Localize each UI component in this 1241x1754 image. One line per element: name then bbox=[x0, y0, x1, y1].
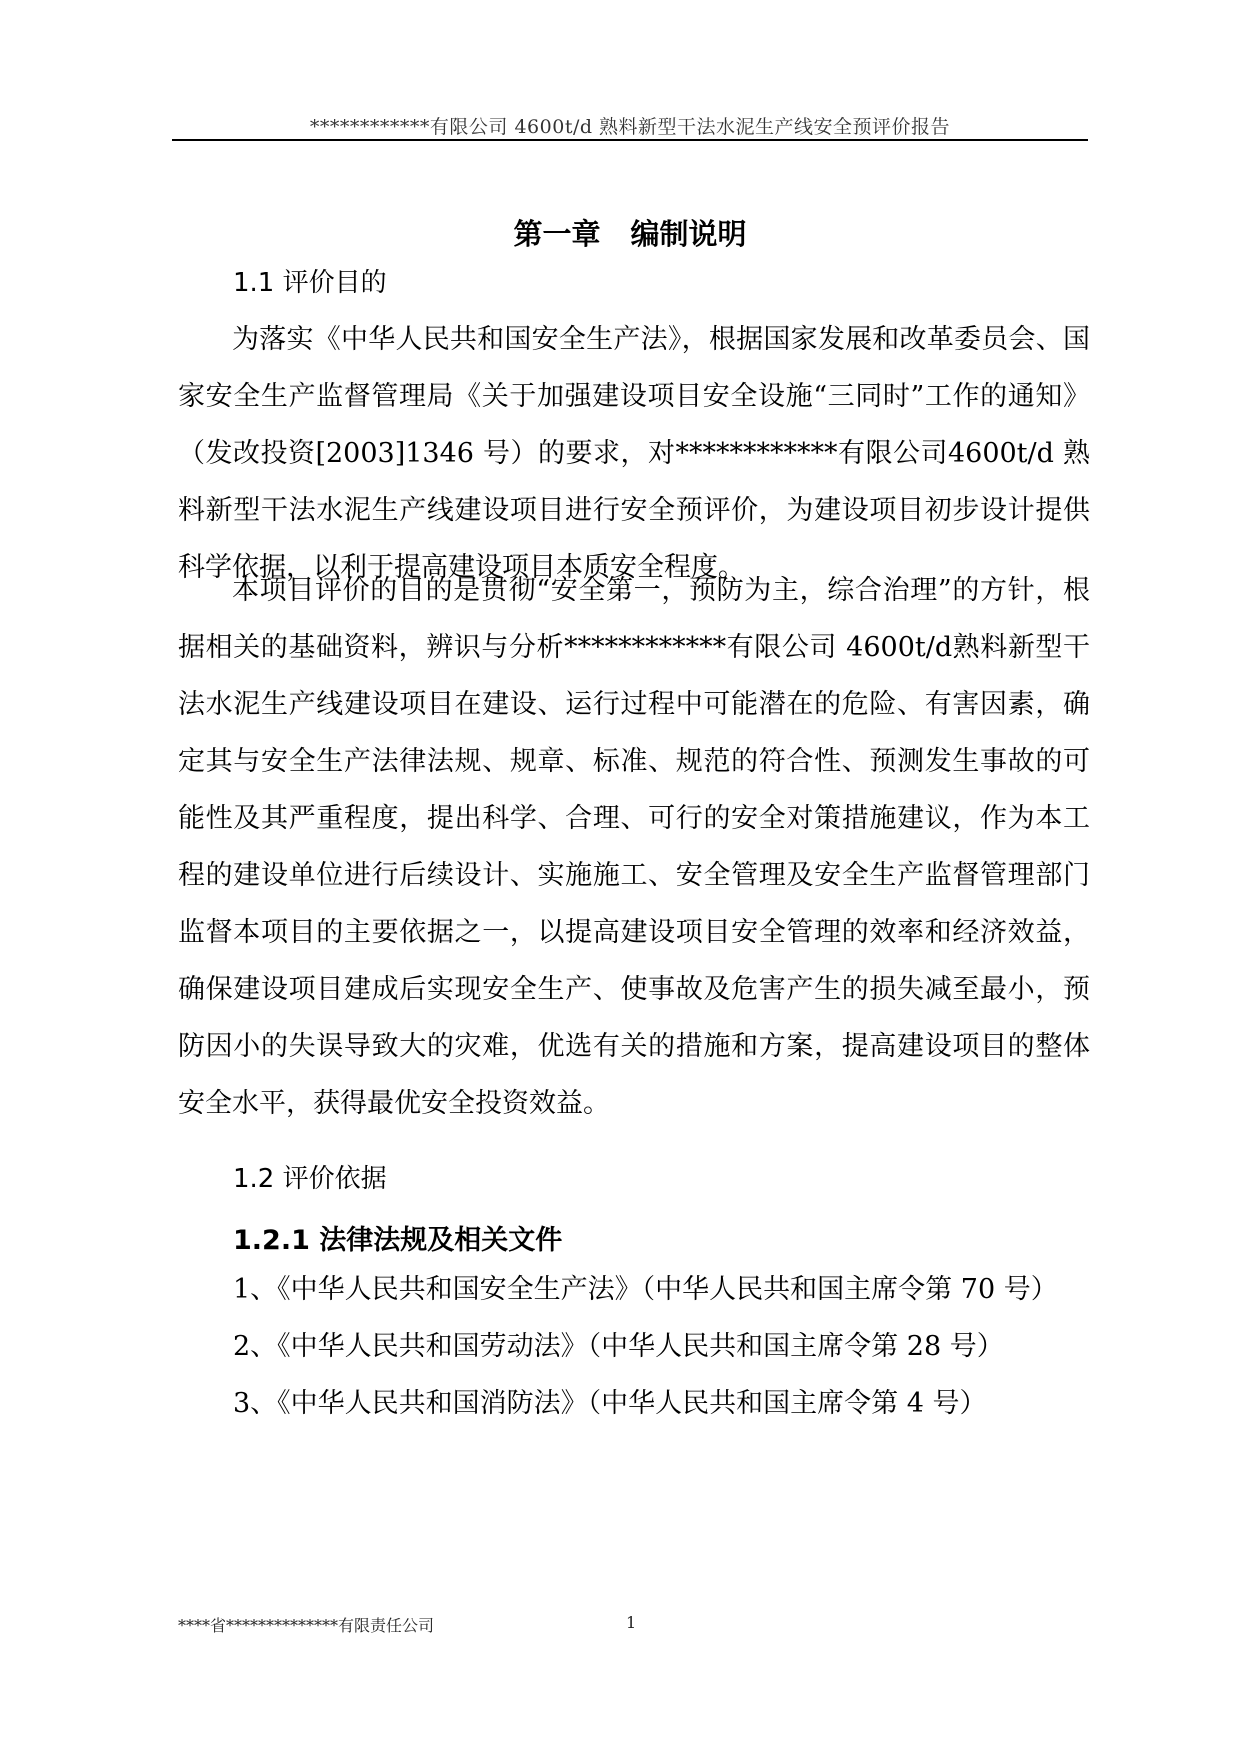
section-heading-1-2: 1.2 评价依据 bbox=[233, 1164, 387, 1194]
paragraph-purpose-2: 本项目评价的目的是贯彻“安全第一，预防为主，综合治理”的方针，根据相关的基础资料，辨识与分析************有限公司 4600t/d熟料新型干法水泥生产线建设项目在建设、运行过程中可能潜在的危险、有害因素，确定其与安全生产法律法规、规章、标准、规范的符合性、预测发生事故的可能性及其严重程度，提出科学、合理、可行的安全对策措施建议，作为本工程的建设单位进行后续设计、实施施工、安全管理及安全生产监督管理部门监督本项目的主要依据之一，以提高建设项目安全管理的效率和经济效益，确保建设项目建成后实现安全生产、使事故及危害产生的损失减至最小，预防因小的失误导致大的灾难，优选有关的措施和方案，提高建设项目的整体安全水平，获得最优安全投资效益。 bbox=[178, 575, 1090, 1119]
list-item: 2、《中华人民共和国劳动法》（中华人民共和国主席令第 28 号） bbox=[233, 1331, 1004, 1362]
list-item: 1、《中华人民共和国安全生产法》（中华人民共和国主席令第 70 号） bbox=[233, 1274, 1058, 1305]
list-item: 3、《中华人民共和国消防法》（中华人民共和国主席令第 4 号） bbox=[233, 1388, 987, 1419]
footer-company: ****省**************有限责任公司 bbox=[178, 1616, 435, 1635]
chapter-title bbox=[172, 212, 1088, 253]
chapter-number: 第一章 bbox=[513, 217, 601, 251]
running-header: ************有限公司 4600t/d 熟料新型干法水泥生产线安全预评价报告 bbox=[309, 116, 951, 138]
paragraph-purpose-1: 为落实《中华人民共和国安全生产法》，根据国家发展和改革委员会、国家安全生产监督管理局《关于加强建设项目安全设施“三同时”工作的通知》（发改投资[2003]1346 号）的要求，对************有限公司4600t/d 熟料新型干法水泥生产线建设项目进行安全预评价，为建设项目初步设计提供科学依据，以利于提高建设项目本质安全程度。 bbox=[178, 324, 1090, 583]
chapter-name: 编制说明 bbox=[630, 217, 747, 251]
header-rule bbox=[172, 139, 1088, 141]
subsection-heading-1-2-1: 1.2.1 法律法规及相关文件 bbox=[233, 1225, 563, 1256]
section-heading-1-1: 1.1 评价目的 bbox=[233, 268, 387, 298]
regulation-list bbox=[233, 1261, 1093, 1432]
page-number: 1 bbox=[626, 1613, 637, 1632]
